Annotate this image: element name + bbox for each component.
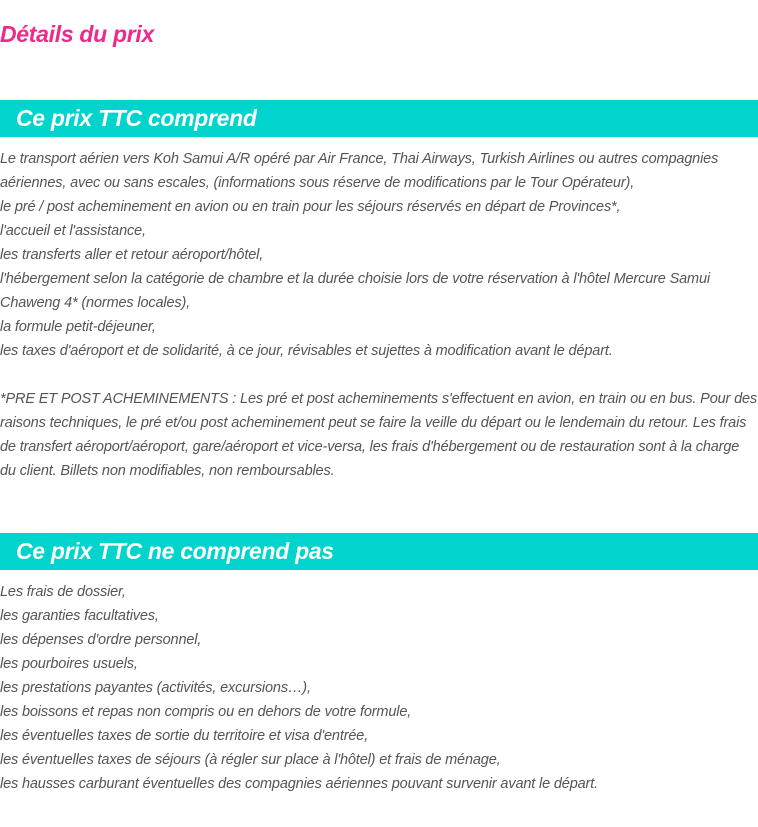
excludes-section-header (0, 533, 758, 570)
excludes-item: Les frais de dossier, (0, 584, 126, 600)
includes-item: Le transport aérien vers Koh Samui A/R opéré par Air France, Thai Airways, Turkish Airlines ou autres compagnies aériennes, avec ou sans escales, (informations sous réserve de modifications par le Tour Opérateur), (0, 151, 719, 191)
excludes-item: les boissons et repas non compris ou en dehors de votre formule, (0, 704, 412, 720)
excludes-item: les dépenses d'ordre personnel, (0, 632, 202, 648)
excludes-item: les éventuelles taxes de séjours (à régler sur place à l'hôtel) et frais de ménage, (0, 752, 501, 768)
includes-item: l'hébergement selon la catégorie de chambre et la durée choisie lors de votre réservation à l'hôtel Mercure Samui Chaweng 4* (normes locales), (0, 271, 710, 311)
transfer-note-text: *PRE ET POST ACHEMINEMENTS : Les pré et post acheminements s'effectuent en avion, en train ou en bus. Pour des raisons techniques, le pré et/ou post acheminement peut se faire la veille du départ ou le lendemain du retour. Les frais de transfert aéroport/aéroport, gare/aéroport et vice-versa, les frais d'hébergement ou de restauration sont à la charge du client. Billets non modifiables, non remboursables. (0, 391, 758, 479)
excludes-item: les pourboires usuels, (0, 656, 138, 672)
includes-item: les taxes d'aéroport et de solidarité, à ce jour, révisables et sujettes à modification avant le départ. (0, 343, 613, 359)
includes-list (0, 147, 758, 363)
transfer-note (0, 387, 758, 483)
includes-item: la formule petit-déjeuner, (0, 319, 156, 335)
includes-heading: Ce prix TTC comprend (16, 105, 257, 131)
excludes-item: les prestations payantes (activités, excursions…), (0, 680, 311, 696)
excludes-item: les éventuelles taxes de sortie du territoire et visa d'entrée, (0, 728, 369, 744)
excludes-item: les hausses carburant éventuelles des compagnies aériennes pouvant survenir avant le départ. (0, 776, 598, 792)
includes-item: les transferts aller et retour aéroport/hôtel, (0, 247, 264, 263)
includes-item: l'accueil et l'assistance, (0, 223, 146, 239)
excludes-list (0, 580, 758, 796)
includes-item: le pré / post acheminement en avion ou en train pour les séjours réservés en départ de Provinces*, (0, 199, 621, 215)
excludes-heading: Ce prix TTC ne comprend pas (16, 538, 334, 564)
page-title: Détails du prix (0, 21, 154, 47)
includes-section-header (0, 100, 758, 137)
excludes-item: les garanties facultatives, (0, 608, 159, 624)
